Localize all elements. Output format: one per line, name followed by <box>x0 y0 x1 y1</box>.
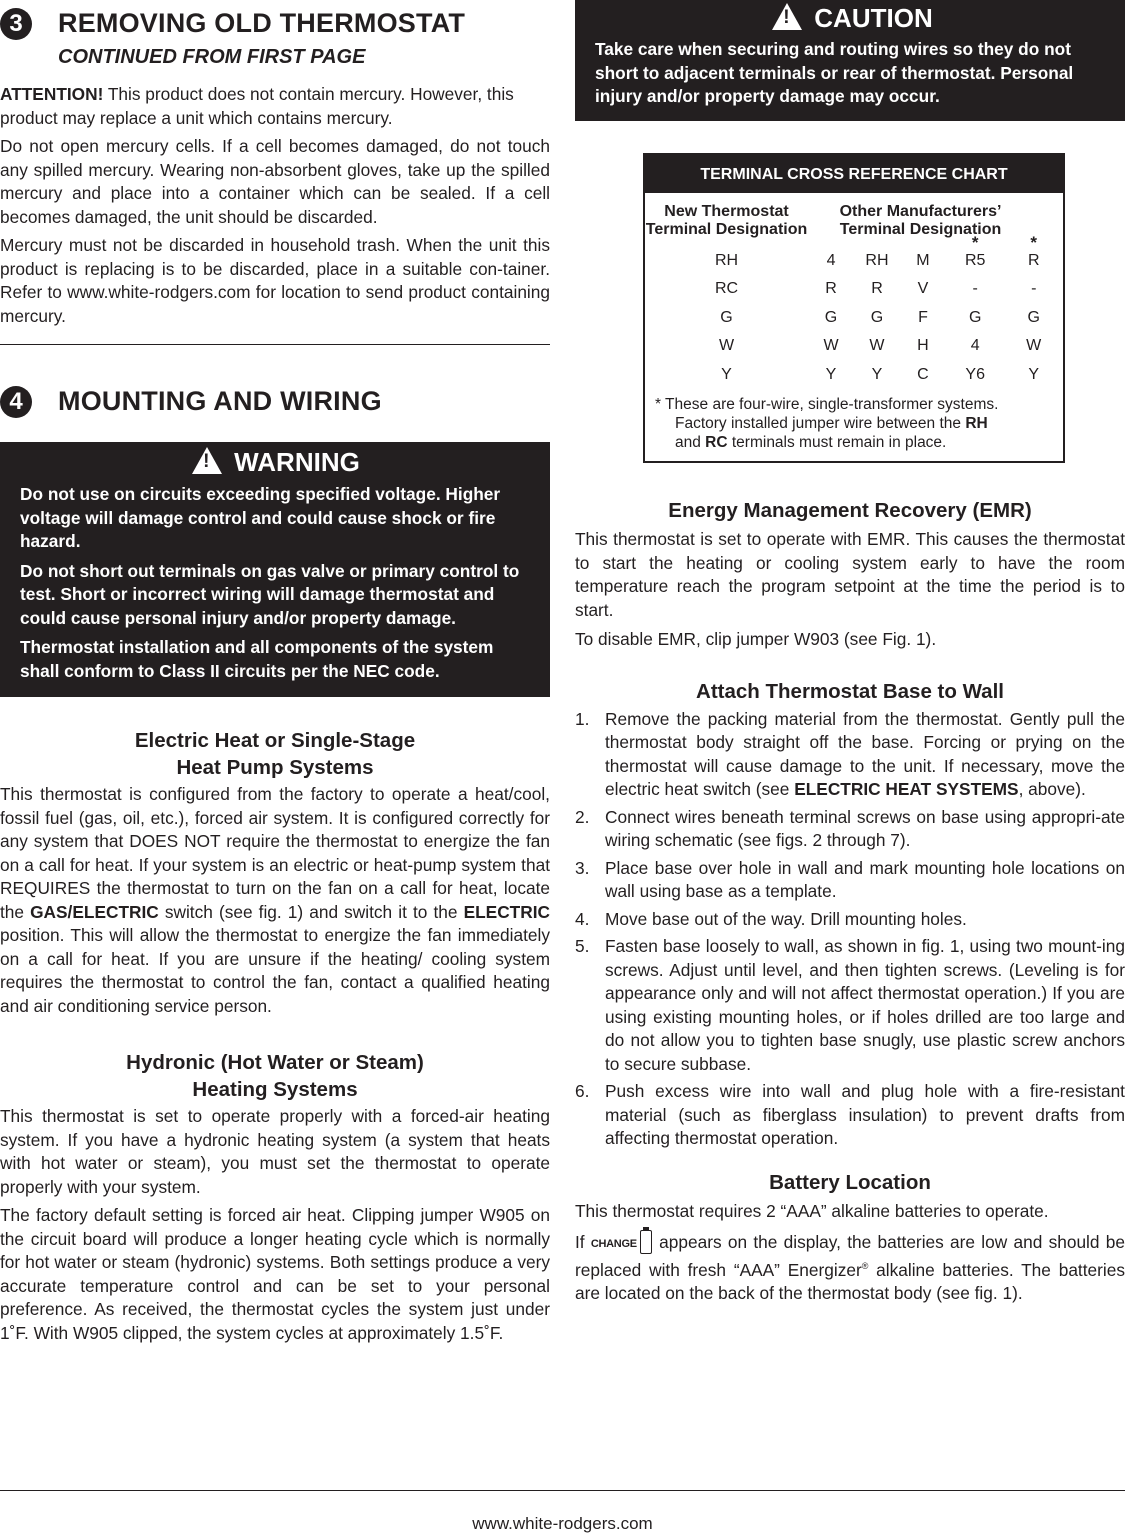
chart-cell: - <box>1031 280 1037 298</box>
text-run: , above). <box>1018 779 1086 799</box>
header-line: Terminal Designation <box>645 220 808 238</box>
chart-cell: G <box>720 308 733 326</box>
emr-paragraph-2: To disable EMR, clip jumper W903 (see Fig. 1). <box>575 629 937 649</box>
text-run: switch (see fig. 1) and switch it to the <box>158 901 464 922</box>
header-line: New Thermostat <box>664 202 789 220</box>
rc-label: RC <box>705 434 728 451</box>
attention-label: ATTENTION! <box>0 84 104 104</box>
emr-heading: Energy Management Recovery (EMR) <box>668 499 1032 522</box>
footer-url[interactable]: www.white-rodgers.com <box>472 1514 653 1533</box>
step-text: Connect wires beneath terminal screws on base using appropri-ate wiring schematic (see figs. 2 through 7). <box>605 806 1125 850</box>
footnote-line: * These are four-wire, single-transformer systems. <box>655 396 999 413</box>
electric-heat-heading <box>0 727 550 781</box>
chart-header-other <box>808 193 1063 239</box>
attention-text: This product does not contain mercury. However, this product may replace a unit which contains mercury. <box>0 84 514 128</box>
text-run: appears on the display, the batteries are low and should be replaced with fresh “AAA” Energizer <box>575 1232 1125 1280</box>
mercury-paragraph-2: Mercury must not be discarded in household trash. When the unit this product is replacing is to be discarded, place in a suitable con-tainer. Refer to www.white-rodgers.com for location to send product containing mercury. <box>0 235 550 326</box>
chart-cell: Y <box>1028 365 1040 383</box>
chart-row <box>645 332 1063 361</box>
chart-cell: 4 <box>970 337 980 355</box>
electric-heat-systems-label: ELECTRIC HEAT SYSTEMS <box>794 779 1019 799</box>
battery-change-icon <box>591 1229 653 1253</box>
asterisk-row <box>645 239 1063 247</box>
text-run: If <box>575 1232 591 1252</box>
electric-heat-paragraph <box>0 783 550 1018</box>
caution-title <box>595 3 1110 34</box>
chart-cell: M <box>916 251 930 269</box>
emr-paragraph-1: This thermostat is set to operate with EMR. This causes the thermostat to start the heating or cooling system early to have the room temperature reach the program setpoint at the time the period is to start. <box>575 529 1125 620</box>
text-run: position. This will allow the thermostat to energize the fan immediately on a call for heat. If you are unsure if the heating/ cooling system requires the thermostat to control the fan, contact a qualified heating and air conditioning service person. <box>0 925 550 1016</box>
chart-cell: R5 <box>964 251 986 269</box>
exclamation-glyph: ! <box>203 451 210 472</box>
chart-row <box>645 304 1063 333</box>
right-column <box>575 0 1125 1305</box>
hydronic-heading <box>0 1049 550 1103</box>
caution-box <box>575 0 1125 121</box>
step-number: 4. <box>575 908 590 929</box>
section-number-badge: 4 <box>0 386 32 418</box>
exclamation-glyph: ! <box>783 7 790 28</box>
chart-cell: F <box>918 308 928 326</box>
chart-cell: 4 <box>826 251 836 269</box>
footnote-line <box>655 415 988 432</box>
step-number: 2. <box>575 806 590 827</box>
section-number-badge: 3 <box>0 8 32 40</box>
chart-cell: R <box>1027 251 1040 269</box>
hydronic-paragraph-1: This thermostat is set to operate properly with a forced-air heating system. If you have a hydronic heating system (a system that heats with hot water or steam), you must set the thermostat to operate properly with your system. <box>0 1106 550 1197</box>
battery-heading: Battery Location <box>769 1170 931 1194</box>
hydronic-paragraph-2: The factory default setting is forced air heat. Clipping jumper W905 on the circuit board will produce a longer heating cycle which is normally for hot water or steam (hydronic) systems. Both settings produce a very accurate temperature control and can be set to your personal preference. As received, the thermostat cycles the system just under 1˚F. With W905 clipped, the system cycles at approximately 1.5˚F. <box>0 1205 550 1343</box>
footnote-line <box>655 434 946 451</box>
text-run: Remove the packing material from the thermostat. Gently pull the thermostat body straight off the base. Forcing or prying on the thermostat will cause damage to the unit. If necessary, move the electric heat switch (see <box>605 708 1125 799</box>
asterisk-mark: * <box>971 232 979 252</box>
chart-row <box>645 275 1063 304</box>
chart-header-row <box>645 193 1063 239</box>
terminal-cross-reference-chart <box>643 153 1065 464</box>
list-item <box>575 857 1125 904</box>
chart-cell: Y <box>871 365 883 383</box>
electric-label: ELECTRIC <box>463 901 550 922</box>
heading-line: Heat Pump Systems <box>176 756 374 779</box>
chart-cell: RH <box>865 251 889 269</box>
step-text: Fasten base loosely to wall, as shown in fig. 1, using two mount-ing screws. Adjust until level, and then tighten screws. (Leveling is for appearance only and will not affect thermostat operation.) If you are using existing mounting holes, or if holes drilled are too large and do not allow you to tighten base snugly, use plastic screw anchors to secure subbase. <box>605 936 1125 1074</box>
chart-cell: Y <box>721 365 732 383</box>
step-text: Push excess wire into wall and plug hole with a fire-resistant material (such as fiberglass insulation) to prevent drafts from affecting thermostat operation. <box>605 1081 1125 1148</box>
section-title: MOUNTING AND WIRING <box>58 386 382 416</box>
chart-cell: G <box>968 308 982 326</box>
warning-title-text: WARNING <box>234 447 360 477</box>
footer-divider <box>0 1490 1125 1491</box>
heading-line: Electric Heat or Single-Stage <box>134 729 416 752</box>
warning-paragraph-2: Do not short out terminals on gas valve or primary control to test. Short or incorrect wiring will damage thermostat and could cause personal injury and/or property damage. <box>20 560 520 628</box>
chart-cell: G <box>824 308 838 326</box>
battery-paragraph-2 <box>575 1229 1125 1305</box>
caution-text: Take care when securing and routing wires so they do not short to adjacent terminals or rear of thermostat. Personal injury and/or property damage may occur. <box>595 39 1074 106</box>
chart-body <box>645 247 1063 390</box>
rh-label: RH <box>965 415 988 432</box>
attach-steps-list <box>575 708 1125 1151</box>
text-run: This thermostat is configured from the factory to operate a heat/cool, fossil fuel (gas, oil, etc.), forced air system. It is configured correctly for any system that DOES NOT require the thermostat to energize the fan on a call for heat. If your system is an electric or heat-pump system that REQUIRES the thermostat to turn on the fan on a call for heat, locate the <box>0 784 550 922</box>
chart-cell: H <box>917 337 929 355</box>
chart-cell: V <box>917 280 929 298</box>
chart-footnote <box>645 389 1063 461</box>
chart-cell: Y6 <box>965 365 985 383</box>
chart-table <box>645 193 1063 390</box>
chart-cell: W <box>869 337 885 355</box>
attach-base-heading: Attach Thermostat Base to Wall <box>696 679 1004 703</box>
step-text: Place base over hole in wall and mark mounting hole locations on wall using base as a template. <box>605 857 1125 901</box>
chart-cell: RC <box>714 280 739 298</box>
list-item <box>575 1080 1125 1151</box>
chart-cell: R <box>825 280 837 298</box>
header-line: Other Manufacturers’ <box>839 202 1002 220</box>
text-run: and <box>675 434 706 451</box>
text-run: terminals must remain in place. <box>727 434 947 451</box>
warning-icon <box>192 447 222 474</box>
attention-paragraph <box>0 83 550 130</box>
step-text: Move base out of the way. Drill mounting holes. <box>605 908 967 929</box>
text-run: alkaline batteries. The batteries are located on the back of the thermostat body (see fig. 1). <box>575 1259 1125 1303</box>
chart-cell: - <box>972 280 978 298</box>
chart-row <box>645 247 1063 276</box>
text-run: Factory installed jumper wire between the <box>675 415 966 432</box>
chart-cell: W <box>1026 337 1042 355</box>
chart-header-new <box>645 193 808 239</box>
section-3-heading <box>0 8 550 44</box>
battery-paragraph-1: This thermostat requires 2 “AAA” alkaline batteries to operate. <box>575 1200 1049 1221</box>
chart-cell: W <box>823 337 839 355</box>
registered-mark: ® <box>861 1260 869 1271</box>
caution-title-text: CAUTION <box>814 3 933 33</box>
chart-row <box>645 361 1063 390</box>
caution-icon <box>772 3 802 30</box>
chart-cell: Y <box>825 365 837 383</box>
left-column <box>0 0 550 1345</box>
chart-cell: W <box>718 337 735 355</box>
step-number: 3. <box>575 857 590 878</box>
chart-cell: R <box>871 280 883 298</box>
heading-line: Hydronic (Hot Water or Steam) <box>126 1051 424 1074</box>
change-label: CHANGE <box>590 1238 637 1250</box>
list-item <box>575 708 1125 802</box>
step-number: 1. <box>575 708 590 729</box>
asterisk-mark: * <box>1030 232 1038 252</box>
section-title: REMOVING OLD THERMOSTAT <box>58 8 466 38</box>
warning-box <box>0 442 550 697</box>
chart-title: TERMINAL CROSS REFERENCE CHART <box>645 155 1063 193</box>
chart-cell: C <box>917 365 929 383</box>
gas-electric-label: GAS/ELECTRIC <box>30 901 159 922</box>
warning-title <box>20 447 532 478</box>
heading-line: Heating Systems <box>192 1078 358 1101</box>
list-item <box>575 806 1125 853</box>
section-subtitle: CONTINUED FROM FIRST PAGE <box>58 46 366 68</box>
chart-cell: RH <box>714 251 739 269</box>
step-number: 6. <box>575 1081 590 1101</box>
step-number: 5. <box>575 936 590 956</box>
chart-cell: G <box>870 308 884 326</box>
warning-paragraph-1: Do not use on circuits exceeding specified voltage. Higher voltage will damage control and could cause shock or fire hazard. <box>20 484 501 551</box>
header-line: Terminal Designation <box>839 220 1002 238</box>
warning-paragraph-3: Thermostat installation and all components of the system shall conform to Class II circuits per the NEC code. <box>20 637 494 681</box>
section-4-heading <box>0 386 550 422</box>
list-item <box>575 935 1125 1076</box>
chart-cell: G <box>1027 308 1040 326</box>
list-item <box>575 908 1125 932</box>
mercury-paragraph-1: Do not open mercury cells. If a cell becomes damaged, do not touch any spilled mercury. Wearing non-absorbent gloves, take up the spilled mercury and place into a container which can be sealed. If a cell becomes damaged, the unit should be discarded. <box>0 136 550 227</box>
